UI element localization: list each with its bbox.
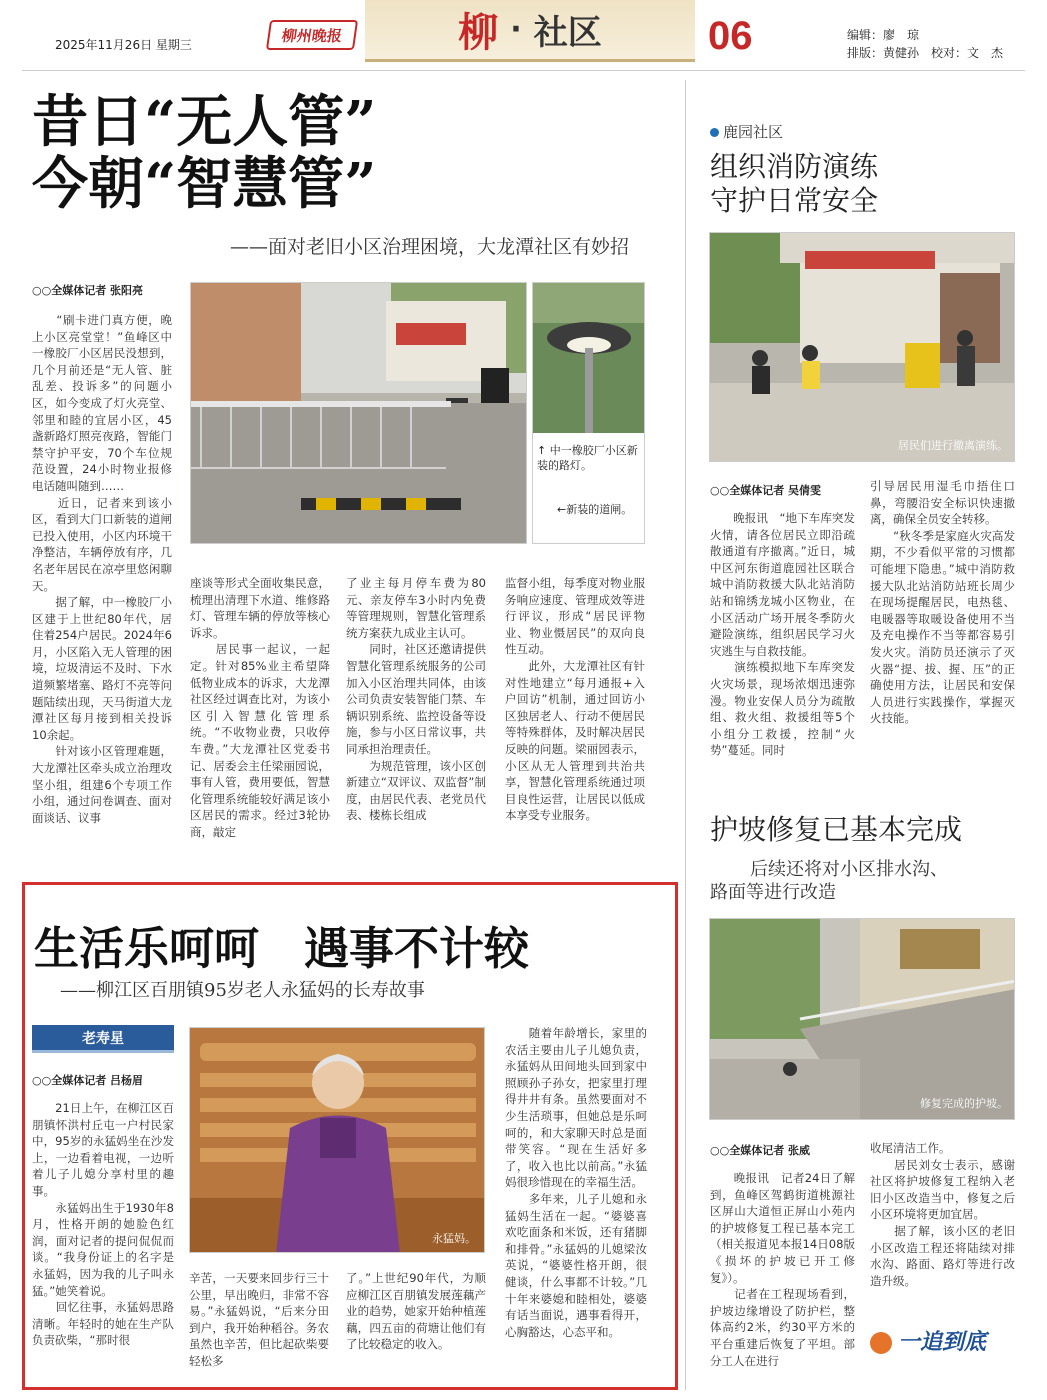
column-rule bbox=[685, 80, 686, 1390]
follow-up-logo bbox=[870, 1325, 986, 1356]
elder-photo bbox=[189, 1027, 485, 1253]
elder-caption: 永猛妈。 bbox=[432, 1232, 476, 1245]
story1-subhead: ——面对老旧小区治理困境，大龙潭社区有妙招 bbox=[230, 236, 630, 258]
section-name: 社区 bbox=[533, 13, 602, 53]
story2-headline-line2: 守护日常安全 bbox=[710, 184, 879, 217]
story1-column-4: 监督小组，每季度对物业服务响应速度、管理成效等进行评议，形成“居民评物业、物业慑居民”的双向良性互动。 此外，大龙潭社区有针对性地建立“每月通报+入户回访”机制，通过回访小区独居老人、行动不便居民等特殊群体，及时解决居民反映的问题。梁丽园表示，小区从无人管理到共治共享，智慧化管理系统通过项目良性运营，让居民以低成本享受专业服务。 bbox=[505, 576, 645, 823]
layout-credit: 排版：黄健孙 校对：文 杰 bbox=[847, 46, 1004, 60]
issue-date: 2025年11月26日 星期三 bbox=[55, 38, 192, 52]
fire-drill-caption: 居民们进行撤离演练。 bbox=[898, 439, 1008, 452]
follow-up-logo-text: 一追到底 bbox=[898, 1330, 987, 1355]
newspaper-logo: 柳州晚报 bbox=[266, 20, 358, 50]
story2-byline: ○○全媒体记者 吴倩雯 bbox=[710, 484, 822, 497]
story3-column-2: 收尾清洁工作。 居民刘女士表示，感谢社区将护坡修复工程纳入老旧小区改造当中，修复之后小区环境将更加宜居。 据了解，该小区的老旧小区改造工程还将陆续对排水沟、路面、路灯等进行改造升级。 bbox=[870, 1141, 1015, 1288]
story2-column-2: 引导居民用湿毛巾捂住口鼻，弯腰沿安全标识快速撤离，确保全员安全转移。 “秋冬季是家庭火灾高发期，不少看似平常的习惯都可能埋下隐患。”城中消防救援大队北站消防站班长周少在现场提醒居民，电热毯、电暖器等取暖设备使用不当及充电操作不当等都容易引发火灾。消防员还演示了灭火器“提、拔、握、压”的正确使用方法，让居民和安保人员进行实践操作，掌握灭火技能。 bbox=[870, 479, 1015, 726]
story3-byline: ○○全媒体记者 张威 bbox=[710, 1144, 811, 1157]
story2-tag-text: 鹿园社区 bbox=[723, 123, 784, 141]
credits bbox=[847, 26, 1003, 62]
longevity-badge: 老寿星 bbox=[32, 1025, 174, 1053]
bullet-dot-icon bbox=[710, 128, 719, 137]
masthead-rule bbox=[22, 70, 1025, 71]
story1-column-3: 了业主每月停车费为80元、亲友停车3小时内免费等管理规则，智慧化管理系统方案获九成业主认可。 同时，社区还邀请提供智慧化管理系统服务的公司加入小区治理共同体，由该公司负责安装智能门禁、车辆识别系统、监控设备等设施，参与小区日常议事，共同承担治理责任。 为规范管理，该小区创新建立“双评议、双监督”制度，由居民代表、老党员代表、楼栋长组成 bbox=[346, 576, 486, 823]
story2-column-1: 晚报讯 “地下车库突发火情，请各位居民立即沿疏散通道有序撤离。”近日，城中区河东街道鹿园社区联合城中消防救援大队北站消防站和锦绣龙城小区物业，在小区活动广场开展冬季防火避险演练，组织居民学习火灾逃生与自救技能。 演练模拟地下车库突发火灾场景，现场浓烟迅速弥漫。物业安保人员分为疏散组、救火组、救援组等5个小组分工救援，控制“火势”蔓延。同时 bbox=[710, 511, 855, 758]
story1-byline: ○○全媒体记者 张阳亮 bbox=[32, 284, 144, 297]
story4-byline: ○○全媒体记者 吕杨眉 bbox=[32, 1074, 144, 1087]
story1-column-2: 座谈等形式全面收集民意，梳理出清理下水道、维修路灯、管理车辆的停放等核心诉求。 居民事一起议，一起定。针对85%业主希望降低物业成本的诉求，大龙潭社区经过调查比对，为该小区引入智慧化管理系统。“不收物业费，只收停车费。”大龙潭社区党委书记、居委会主任梁丽园说，事有人管，费用要低，智慧化管理系统能较好满足该小区居民的需求。经过3轮协商，敲定 bbox=[190, 576, 330, 839]
story1-column-1: “刷卡进门真方便，晚上小区亮堂堂！”鱼峰区中一橡胶厂小区居民没想到，几个月前还是“无人管、脏乱差、投诉多”的问题小区，如今变成了灯火亮堂、邻里和睦的宜居小区，45盏新路灯照亮夜路，智能门禁守护平安，70个车位规范设置，24小时物业报修电话随叫随到…… 近日，记者来到该小区，看到大门口新装的道闸已投入使用，小区内环境干净整洁，车辆停放有序，几名老年居民在凉亭里悠闲聊天。 据了解，中一橡胶厂小区建于上世纪80年代，居住着254户居民。2024年6月，小区陷入无人管理的困境，垃圾清运不及时、下水道频繁堵塞、路灯不亮等问题陆续出现，天马街道大龙潭社区每月接到相关投诉10余起。 针对该小区管理难题，大龙潭社区牵头成立治理攻坚小组，组建6个专项工作小组，通过问卷调查、面对面谈话、议事 bbox=[32, 313, 172, 825]
editor-credit: 编辑：廖 琼 bbox=[847, 28, 920, 42]
lamp-photo bbox=[532, 282, 645, 544]
section-char: 柳 bbox=[458, 9, 499, 56]
story1-headline-line1: 昔日“无人管” bbox=[32, 89, 377, 155]
story3-column-1: 晚报讯 记者24日了解到，鱼峰区驾鹤街道桃源社区屏山大道恒正屏山小苑内的护坡修复工程已基本完工（相关报道见本报14日08版《损坏的护坡已开工修复》）。 记者在工程现场看到，护坡边缘增设了防护栏，整体高约2米，约30平方米的平台重建后恢复了平坦。部分工人在进行 bbox=[710, 1171, 855, 1368]
section-dot: · bbox=[510, 12, 522, 47]
story4-column-4: 随着年龄增长，家里的农活主要由儿子儿媳负责，永猛妈从田间地头回到家中照顾孙子孙女，把家里打理得井井有条。虽然要面对不少生活琐事，但她总是乐呵呵的，和大家聊天时总是面带笑容。“现在生活好多了，收入也比以前高。”永猛妈很珍惜现在的幸福生活。 多年来，儿子儿媳和永猛妈生活在一起。“婆婆喜欢吃面条和米饭，还有猪脚和排骨。”永猛妈的儿媳梁汝英说，“婆婆性格开朗，很健谈，什么事都不计较。”几十年来婆媳和睦相处，婆婆有话当面说，遇事看得开，心胸豁达，心态平和。 bbox=[505, 1026, 647, 1339]
slope-caption: 修复完成的护坡。 bbox=[920, 1097, 1008, 1110]
lamp-caption: ↑ 中一橡胶厂小区新装的路灯。 bbox=[537, 444, 638, 472]
story2-tag bbox=[710, 121, 783, 142]
story4-column-3: 了。”上世纪90年代，为顺应柳江区百朋镇发展莲藕产业的趋势，她家开始种植莲藕，四五亩的荷塘让他们有了比较稳定的收入。 bbox=[346, 1271, 486, 1352]
story2-headline-line1: 组织消防演练 bbox=[710, 150, 879, 183]
story3-subhead-line2: 路面等进行改造 bbox=[710, 882, 836, 903]
section-banner bbox=[365, 0, 695, 62]
page-number: 06 bbox=[708, 14, 753, 58]
story3-subhead-line1: 后续还将对小区排水沟、 bbox=[750, 859, 948, 880]
gate-photo bbox=[190, 282, 527, 544]
slope-photo bbox=[709, 918, 1015, 1120]
story3-headline: 护坡修复已基本完成 bbox=[710, 813, 963, 846]
story4-subhead: ——柳江区百朋镇95岁老人永猛妈的长寿故事 bbox=[60, 980, 425, 1001]
story4-column-1: 21日上午，在柳江区百朋镇怀洪村丘屯一户村民家中，95岁的永猛妈坐在沙发上，一边看着电视，一边听着儿子儿媳分享村里的趣事。 永猛妈出生于1930年8月，性格开朗的她脸色红润，面对记者的提问侃侃而谈。“我身份证上的名字是永猛妈，因为我的儿子叫永猛。”她笑着说。 回忆往事，永猛妈思路清晰。年轻时的她在生产队负责砍柴，“那时很 bbox=[32, 1101, 174, 1348]
story1-headline-line2: 今朝“智慧管” bbox=[32, 151, 377, 217]
runner-icon bbox=[870, 1332, 892, 1354]
gate-caption: ←新装的道闸。 bbox=[557, 503, 633, 516]
story4-column-2: 辛苦，一天要来回步行三十公里，早出晚归，非常不容易。”永猛妈说，“后来分田到户，我开始种稻谷。务农虽然也辛苦，但比起砍柴要轻松多 bbox=[189, 1271, 329, 1368]
fire-drill-photo bbox=[709, 232, 1015, 462]
story4-headline: 生活乐呵呵 遇事不计较 bbox=[34, 922, 530, 975]
